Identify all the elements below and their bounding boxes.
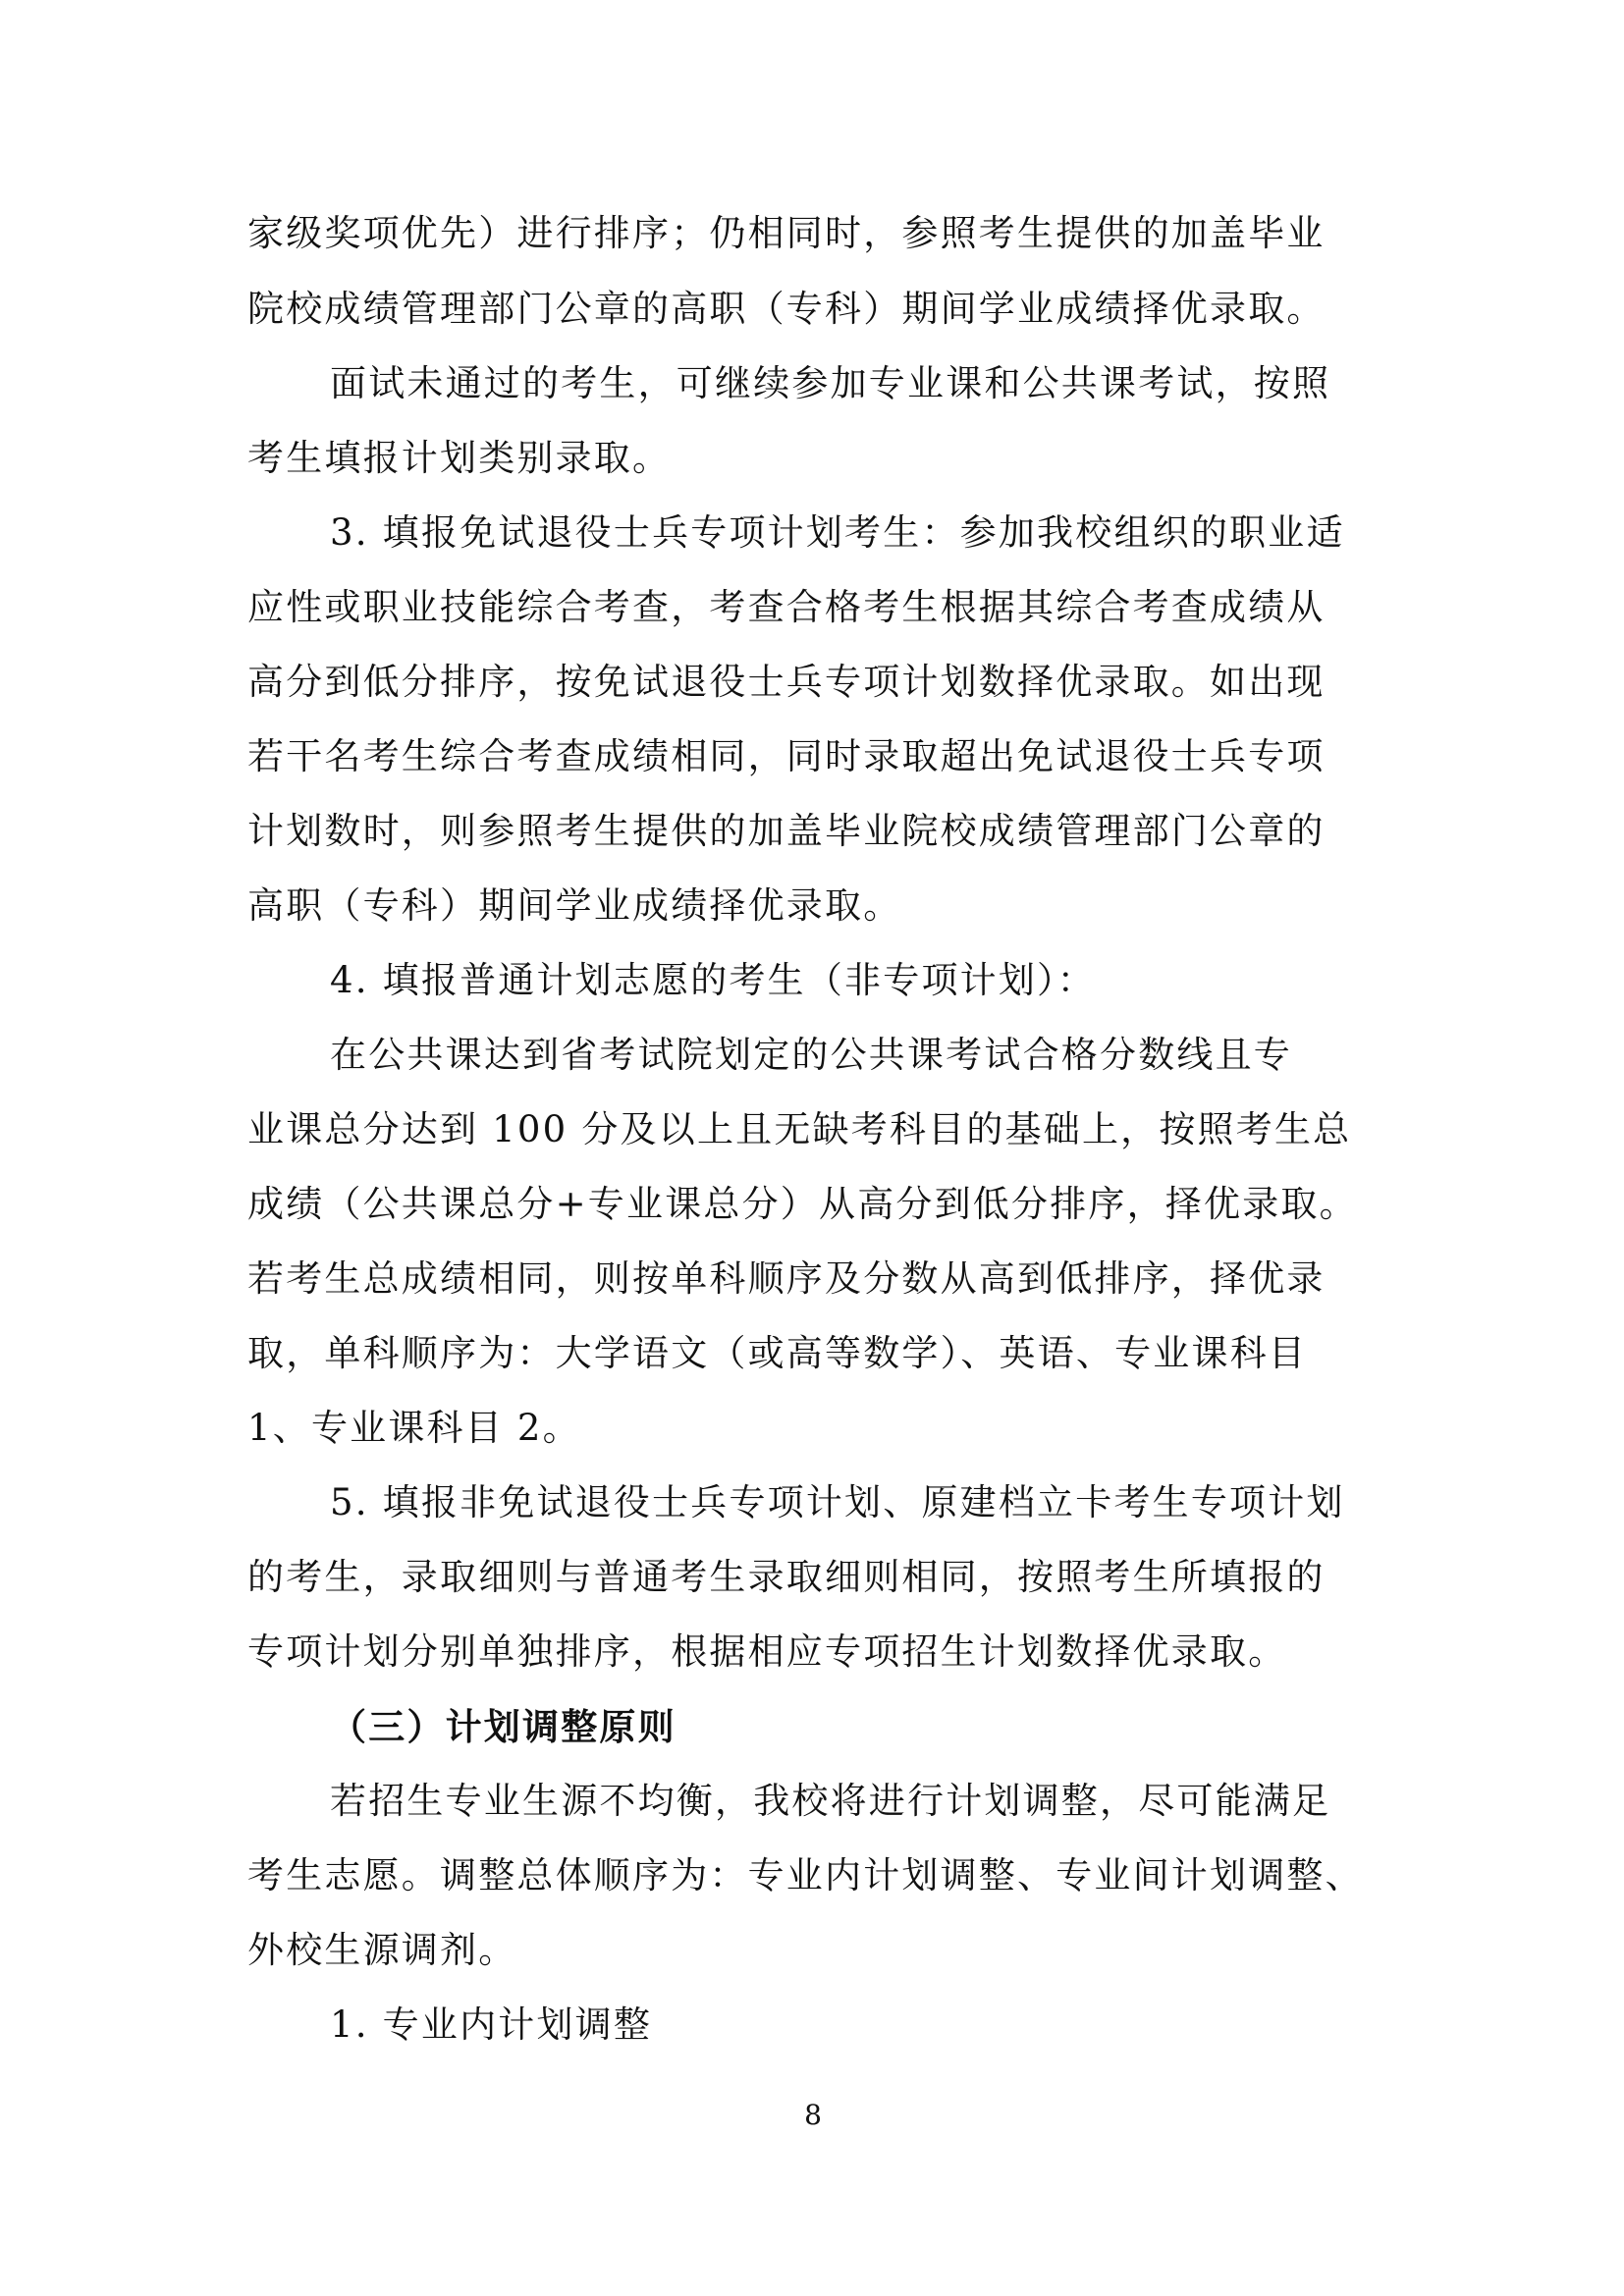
body-line: 若干名考生综合考查成绩相同，同时录取超出免试退役士兵专项 bbox=[247, 735, 1326, 777]
subheading: 1. 专业内计划调整 bbox=[330, 2003, 653, 2046]
body-line: 面试未通过的考生，可继续参加专业课和公共课考试，按照 bbox=[330, 362, 1331, 404]
body-line: 考生志愿。调整总体顺序为：专业内计划调整、专业间计划调整、 bbox=[247, 1854, 1364, 1896]
body-line: 成绩（公共课总分+专业课总分）从高分到低分排序，择优录取。 bbox=[247, 1183, 1358, 1225]
list-item-4: 4. 填报普通计划志愿的考生（非专项计划）： bbox=[330, 959, 1096, 1001]
body-line: 计划数时，则参照考生提供的加盖毕业院校成绩管理部门公章的 bbox=[247, 810, 1326, 852]
body-line: 取，单科顺序为：大学语文（或高等数学）、英语、专业课科目 bbox=[247, 1332, 1308, 1374]
body-line: 若招生专业生源不均衡，我校将进行计划调整，尽可能满足 bbox=[330, 1780, 1331, 1822]
body-line: 高职（专科）期间学业成绩择优录取。 bbox=[247, 884, 902, 927]
body-line: 高分到低分排序，按免试退役士兵专项计划数择优录取。如出现 bbox=[247, 661, 1326, 703]
section-heading: （三）计划调整原则 bbox=[330, 1705, 677, 1748]
body-line: 若考生总成绩相同，则按单科顺序及分数从高到低排序，择优录 bbox=[247, 1257, 1326, 1300]
list-item-3: 3. 填报免试退役士兵专项计划考生：参加我校组织的职业适 bbox=[330, 511, 1345, 554]
body-line: 考生填报计划类别录取。 bbox=[247, 437, 672, 479]
body-line: 外校生源调剂。 bbox=[247, 1929, 517, 1971]
page-number: 8 bbox=[804, 2099, 822, 2131]
body-line: 院校成绩管理部门公章的高职（专科）期间学业成绩择优录取。 bbox=[247, 288, 1326, 330]
body-line: 1、专业课科目 2。 bbox=[247, 1407, 581, 1449]
body-line: 应性或职业技能综合考查，考查合格考生根据其综合考查成绩从 bbox=[247, 586, 1326, 628]
body-line: 专项计划分别单独排序，根据相应专项招生计划数择优录取。 bbox=[247, 1630, 1287, 1673]
list-item-5: 5. 填报非免试退役士兵专项计划、原建档立卡考生专项计划 bbox=[330, 1481, 1345, 1523]
body-line: 业课总分达到 100 分及以上且无缺考科目的基础上，按照考生总 bbox=[247, 1108, 1352, 1150]
body-line: 的考生，录取细则与普通考生录取细则相同，按照考生所填报的 bbox=[247, 1556, 1326, 1598]
body-line: 家级奖项优先）进行排序；仍相同时，参照考生提供的加盖毕业 bbox=[247, 212, 1326, 254]
body-line: 在公共课达到省考试院划定的公共课考试合格分数线且专 bbox=[330, 1034, 1292, 1076]
